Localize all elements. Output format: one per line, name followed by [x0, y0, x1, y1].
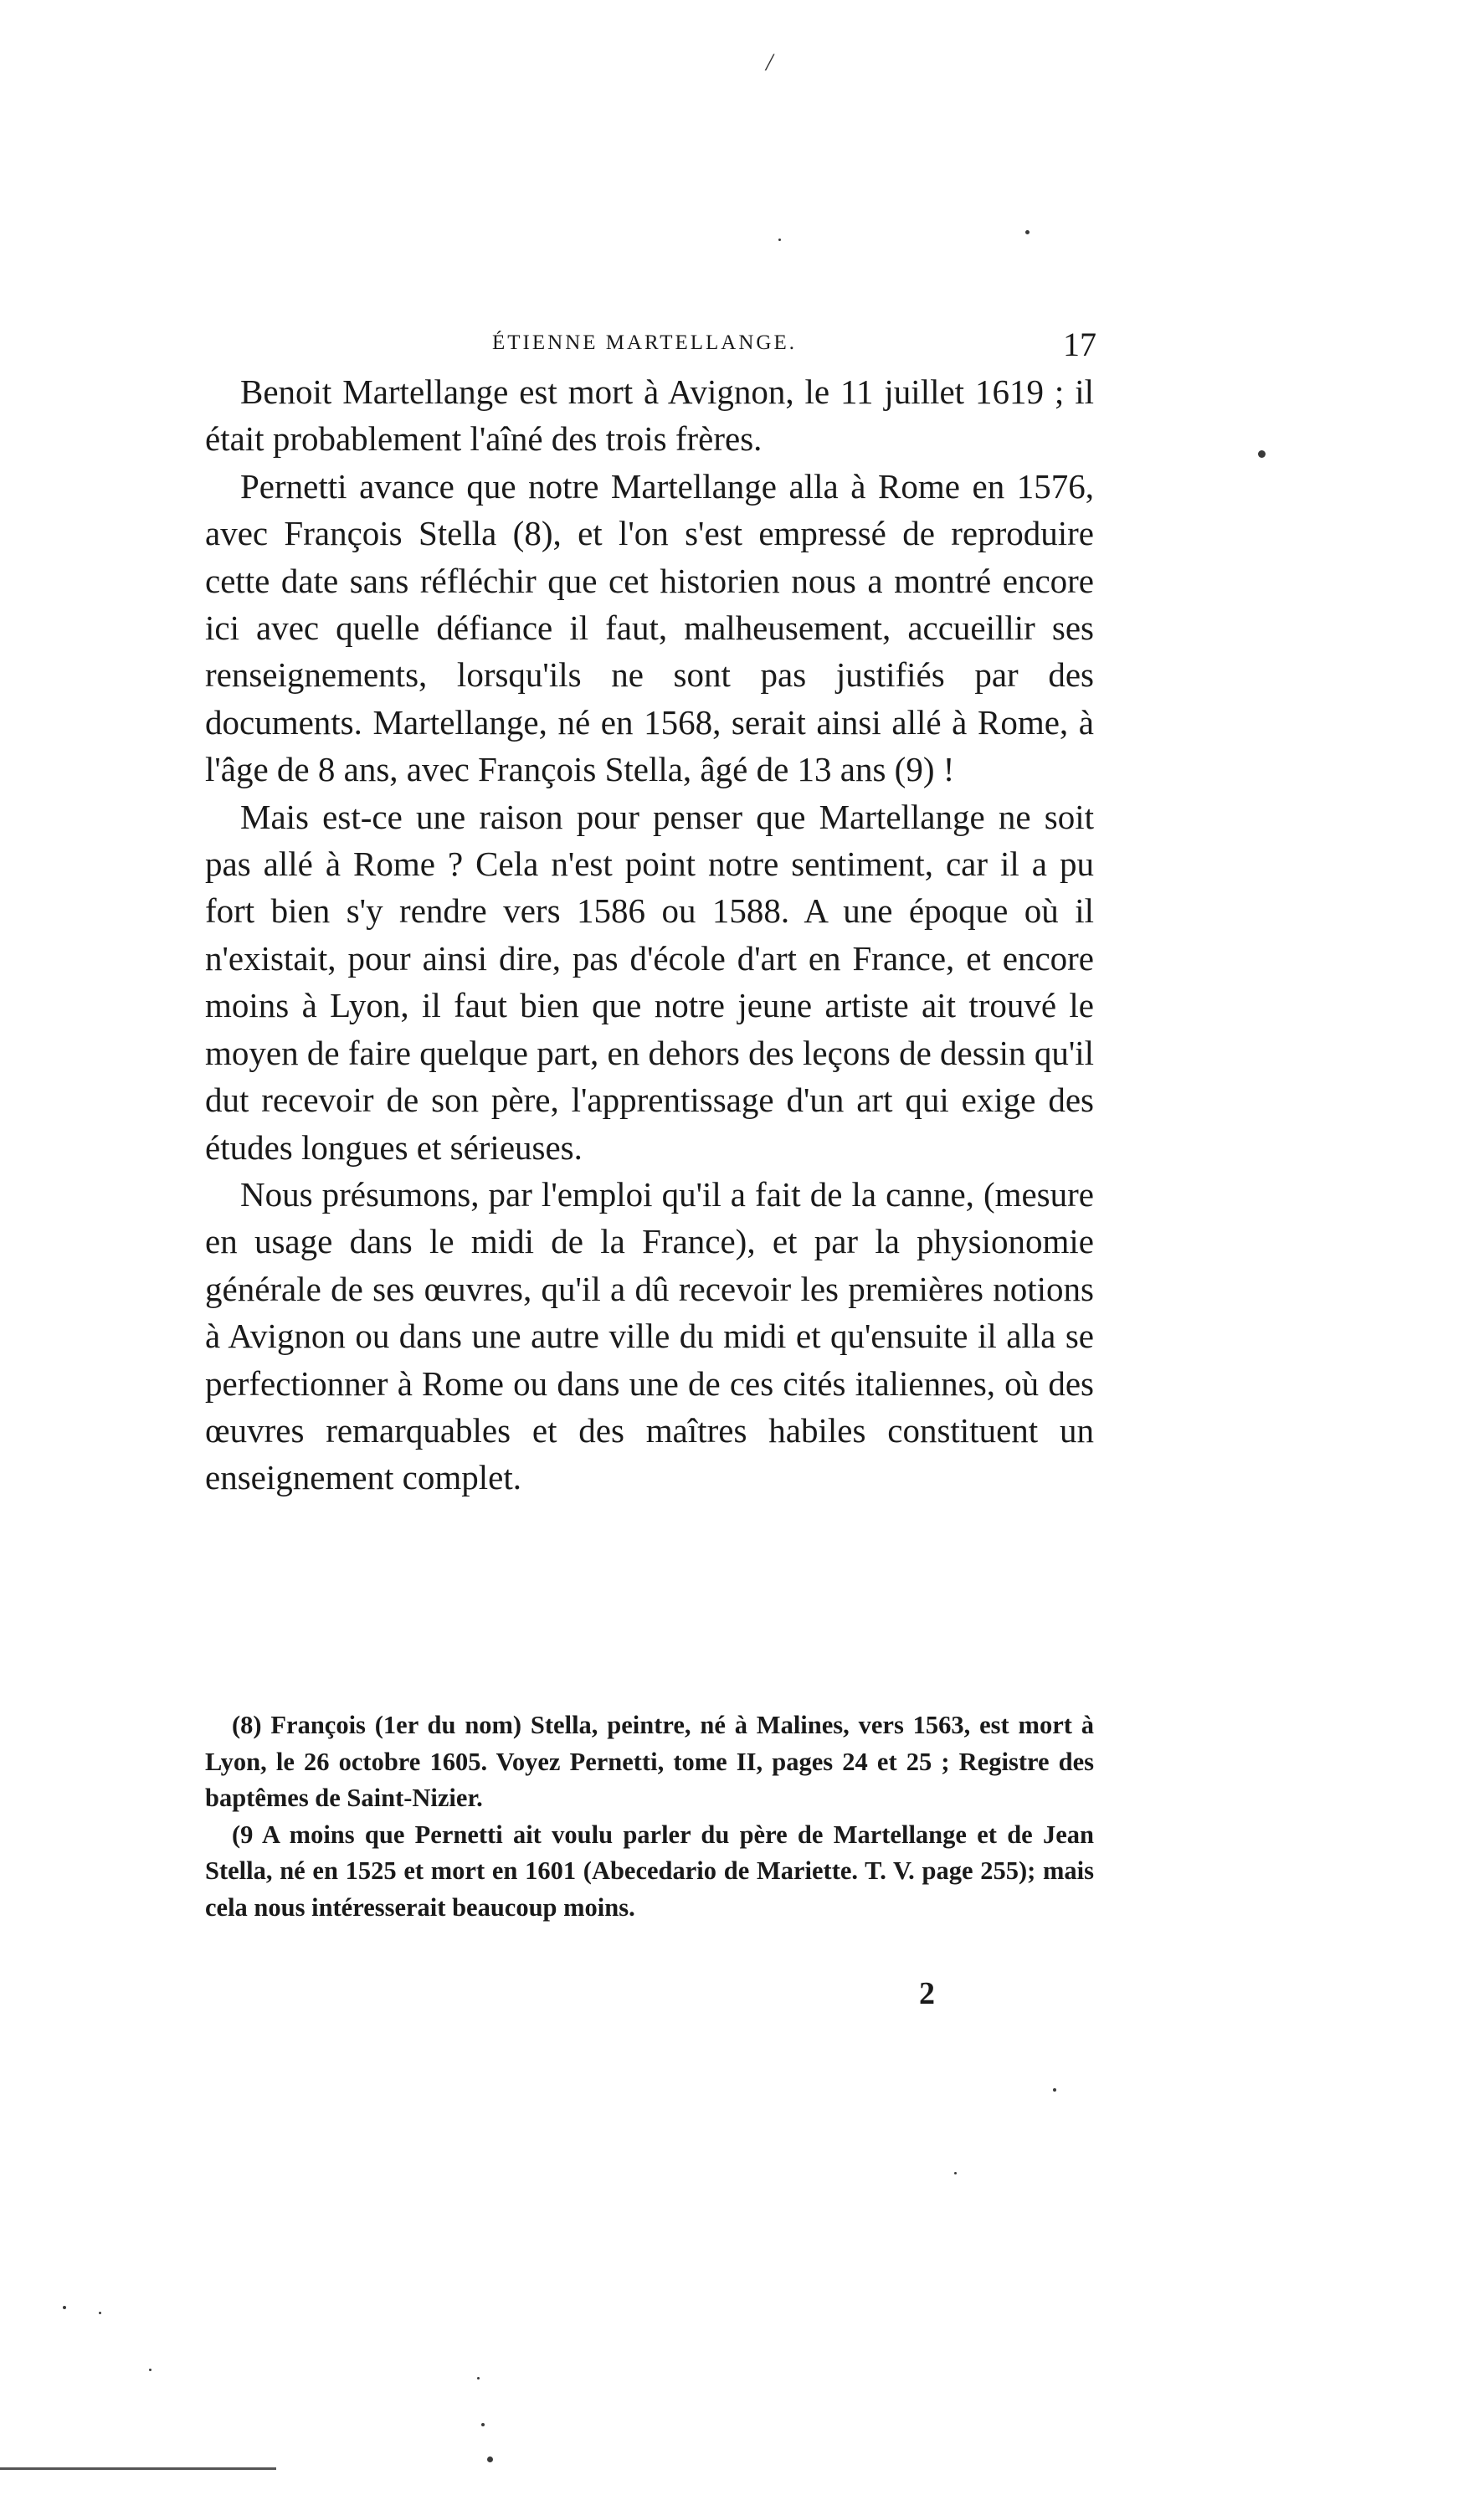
- bottom-rule: [0, 2467, 276, 2470]
- running-title: ÉTIENNE MARTELLANGE.: [492, 331, 797, 354]
- body-text: [205, 368, 1094, 1502]
- scan-speck: [1053, 2088, 1056, 2092]
- footnote: (8) François (1er du nom) Stella, peintre, né à Malines, vers 1563, est mort à Lyon, le 26 octobre 1605. Voyez Pernetti, tome II, pages 24 et 25 ; Registre des baptêmes de Saint-Nizier.: [205, 1711, 1094, 1812]
- top-pencil-mark: /: [766, 49, 773, 76]
- scan-speck: [954, 2172, 957, 2174]
- footnote: (9 A moins que Pernetti ait voulu parler du père de Martellange et de Jean Stella, né en 1525 et mort en 1601 (Abecedario de Mariette. T. V. page 255); mais cela nous intéresserait beaucoup moins.: [205, 1820, 1094, 1922]
- paragraph: Benoit Martellange est mort à Avignon, le 11 juillet 1619 ; il était probablement l'aîné des trois frères.: [205, 372, 1094, 459]
- scan-speck: [487, 2456, 493, 2462]
- scan-speck: [149, 2369, 151, 2371]
- paragraph: Mais est-ce une raison pour penser que Martellange ne soit pas allé à Rome ? Cela n'est point notre sentiment, car il a pu fort bien s'y rendre vers 1586 ou 1588. A une époque où il n'existait, pour ainsi dire, pas d'école d'art en France, et encore moins à Lyon, il faut bien que notre jeune artiste ait trouvé le moyen de faire quelque part, en dehors des leçons de dessin qu'il dut recevoir de son père, l'apprentissage d'un art qui exige des études longues et sérieuses.: [205, 797, 1094, 1167]
- scan-speck: [1258, 450, 1266, 458]
- scan-speck: [481, 2423, 485, 2426]
- scan-speck: [477, 2377, 480, 2379]
- scan-speck: [778, 239, 781, 241]
- paragraph: Nous présumons, par l'emploi qu'il a fait de la canne, (mesure en usage dans le midi de la France), et par la physionomie générale de ses œuvres, qu'il a dû recevoir les premières notions à Avignon ou dans une autre ville du midi et qu'ensuite il alla se perfectionner à Rome ou dans une de ces cités italiennes, où des œuvres remarquables et des maîtres habiles constituent un enseignement complet.: [205, 1174, 1094, 1497]
- scan-speck: [1025, 230, 1030, 234]
- page-number: 17: [1063, 326, 1096, 363]
- footnotes: [205, 1707, 1094, 1926]
- scan-speck: [63, 2306, 66, 2309]
- paragraph: Pernetti avance que notre Martellange alla à Rome en 1576, avec François Stella (8), et l'on s'est empressé de reproduire cette date sans réfléchir que cet historien nous a montré encore ici avec quelle défiance il faut, malheusement, accueillir ses renseignements, lorsqu'ils ne sont pas justifiés par des documents. Martellange, né en 1568, serait ainsi allé à Rome, à l'âge de 8 ans, avec François Stella, âgé de 13 ans (9) !: [205, 466, 1094, 789]
- signature-mark: 2: [919, 1976, 935, 2011]
- running-head: [208, 325, 1096, 367]
- scan-speck: [99, 2312, 101, 2314]
